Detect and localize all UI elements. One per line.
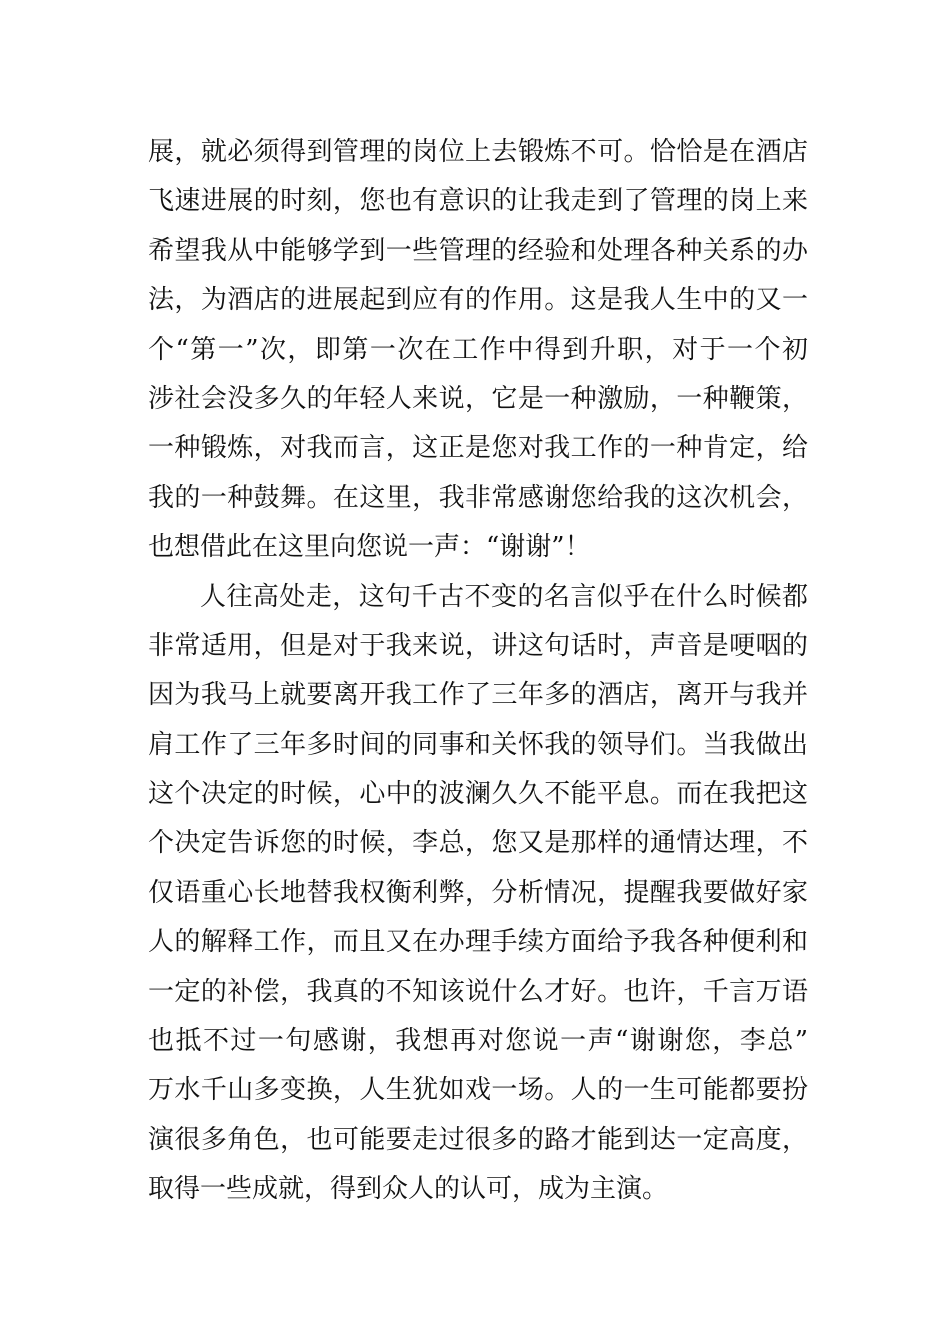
text-line: 非常适用，但是对于我来说，讲这句话时，声音是哽咽的 <box>148 630 808 661</box>
text-line: 人往高处走，这句千古不变的名言似乎在什么时候都 <box>200 581 808 612</box>
text-line: 飞速进展的时刻，您也有意识的让我走到了管理的岗上来 <box>148 186 808 217</box>
text-line: 个决定告诉您的时候，李总，您又是那样的通情达理，不 <box>148 828 808 859</box>
text-line: 肩工作了三年多时间的同事和关怀我的领导们。当我做出 <box>148 729 808 760</box>
text-line: 因为我马上就要离开我工作了三年多的酒店，离开与我并 <box>148 680 808 711</box>
text-line: 我的一种鼓舞。在这里，我非常感谢您给我的这次机会， <box>148 482 808 513</box>
text-line: 法，为酒店的进展起到应有的作用。这是我人生中的又一 <box>148 285 808 316</box>
text-line: 演很多角色，也可能要走过很多的路才能到达一定高度， <box>148 1124 808 1155</box>
text-line: 仅语重心长地替我权衡利弊，分析情况，提醒我要做好家 <box>148 877 808 908</box>
text-line: 一定的补偿，我真的不知该说什么才好。也许，千言万语 <box>148 976 808 1007</box>
text-line: 涉社会没多久的年轻人来说，它是一种激励，一种鞭策， <box>148 383 808 414</box>
text-line: 人的解释工作，而且又在办理手续方面给予我各种便利和 <box>148 927 808 958</box>
text-line: 取得一些成就，得到众人的认可，成为主演。 <box>148 1174 669 1205</box>
text-line: 万水千山多变换，人生犹如戏一场。人的一生可能都要扮 <box>148 1075 808 1106</box>
text-line: 展，就必须得到管理的岗位上去锻炼不可。恰恰是在酒店 <box>148 137 808 167</box>
text-line: 一种锻炼，对我而言，这正是您对我工作的一种肯定，给 <box>148 433 808 464</box>
text-line: 也想借此在这里向您说一声：“谢谢”！ <box>148 532 591 563</box>
text-line: 也抵不过一句感谢，我想再对您说一声“谢谢您，李总” <box>148 1026 808 1057</box>
text-line: 这个决定的时候，心中的波澜久久不能平息。而在我把这 <box>148 779 808 810</box>
body-text <box>148 128 808 1215</box>
text-line: 个“第一”次，即第一次在工作中得到升职，对于一个初 <box>148 334 808 365</box>
text-line: 希望我从中能够学到一些管理的经验和处理各种关系的办 <box>148 235 808 266</box>
